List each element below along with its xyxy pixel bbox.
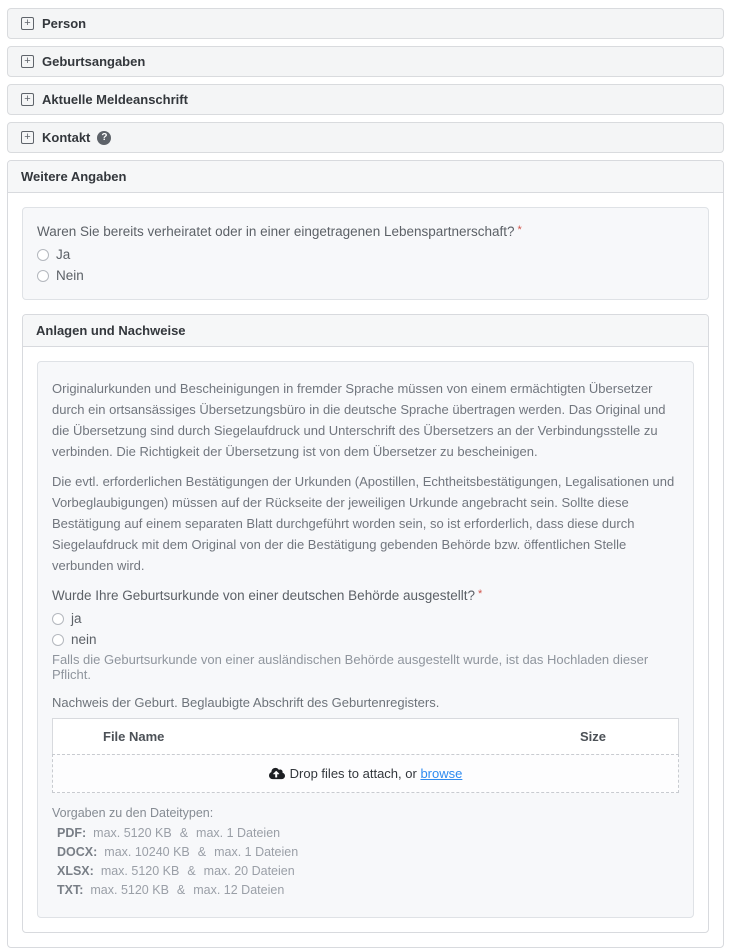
help-icon[interactable]: ? [97, 131, 111, 145]
certification-instructions-paragraph: Die evtl. erforderlichen Bestätigungen der Urkunden (Apostillen, Echtheitsbestätigungen, Legalisationen und Vorbeglaubigungen) müssen auf der Rückseite der jeweiligen Urkunde angebracht sein. Sollte diese Bestätigung auf einem separaten Blatt durchgeführt worden sein, so ist erforderlich, dass diese durch Siegelaufdruck mit dem Original von der die Bestätigung gebenden Behörde bzw. öffentlichen Stelle verbunden wird. [52, 474, 675, 573]
file-max-count: max. 12 Dateien [193, 883, 285, 897]
radio-icon[interactable] [37, 270, 49, 282]
accordion-title-kontakt: Kontakt [42, 130, 91, 145]
radio-label-ja: Ja [56, 247, 71, 262]
browse-link[interactable]: browse [420, 766, 463, 781]
plus-square-icon[interactable]: + [21, 17, 34, 30]
file-max-size: max. 5120 KB [100, 864, 180, 878]
marital-question-box [22, 207, 709, 300]
panel-anlagen-nachweise [22, 314, 709, 933]
file-dropzone[interactable] [52, 754, 679, 793]
ampersand-separator: & [176, 883, 186, 897]
birth-cert-question-label [52, 588, 679, 603]
required-marker: * [478, 588, 483, 600]
file-type-rules [52, 805, 679, 898]
file-table-header [52, 718, 679, 754]
radio-label-nein: Nein [56, 268, 84, 283]
radio-option-ja[interactable] [37, 247, 694, 262]
file-type-label: TXT: [57, 883, 84, 897]
radio-icon[interactable] [52, 634, 64, 646]
dropzone-text: Drop files to attach, or [289, 766, 417, 781]
foreign-certificate-hint: Falls die Geburtsurkunde von einer ausländischen Behörde ausgestellt wurde, ist das Hochladen dieser Pflicht. [52, 652, 649, 682]
file-type-label: PDF: [57, 826, 87, 840]
file-rule-docx [52, 844, 679, 860]
file-type-label: DOCX: [57, 845, 98, 859]
panel-weitere-angaben-header: Weitere Angaben [8, 161, 723, 193]
ampersand-separator: & [197, 845, 207, 859]
radio-option-nein[interactable] [37, 268, 694, 283]
plus-square-icon[interactable]: + [21, 131, 34, 144]
panel-anlagen-body [23, 347, 708, 932]
radio-icon[interactable] [37, 249, 49, 261]
plus-square-icon[interactable]: + [21, 55, 34, 68]
radio-label-ja: ja [71, 611, 82, 626]
accordion-title-person: Person [42, 16, 87, 31]
file-rule-pdf [52, 825, 679, 841]
radio-option-ja[interactable] [52, 611, 679, 626]
accordion-title-geburtsangaben: Geburtsangaben [42, 54, 146, 69]
question-text: Wurde Ihre Geburtsurkunde von einer deutschen Behörde ausgestellt? [52, 588, 476, 603]
ampersand-separator: & [187, 864, 196, 878]
panel-weitere-angaben [7, 160, 724, 948]
accordion-section-person[interactable] [7, 8, 724, 39]
plus-square-icon[interactable]: + [21, 93, 34, 106]
file-type-rules-title: Vorgaben zu den Dateitypen: [52, 806, 214, 820]
radio-icon[interactable] [52, 613, 64, 625]
ampersand-separator: & [179, 826, 189, 840]
required-marker: * [517, 224, 522, 236]
file-max-count: max. 1 Dateien [196, 826, 281, 840]
radio-label-nein: nein [71, 632, 97, 647]
size-column-header: Size [579, 729, 606, 744]
file-max-size: max. 5120 KB [90, 883, 169, 897]
radio-option-nein[interactable] [52, 632, 679, 647]
file-rule-txt [52, 882, 679, 898]
file-max-size: max. 10240 KB [104, 845, 190, 859]
marital-question-label [37, 224, 694, 239]
accordion-section-meldeanschrift[interactable] [7, 84, 724, 115]
panel-anlagen-header: Anlagen und Nachweise [23, 315, 708, 347]
file-max-count: max. 20 Dateien [203, 864, 295, 878]
birth-cert-question-block [52, 588, 679, 682]
file-max-count: max. 1 Dateien [214, 845, 299, 859]
question-text: Waren Sie bereits verheiratet oder in einer eingetragenen Lebenspartnerschaft? [37, 224, 515, 239]
translation-instructions-paragraph: Originalurkunden und Bescheinigungen in fremder Sprache müssen von einem ermächtigten Übersetzer durch ein ortsansässiges Übersetzungsbüro in die deutsche Sprache übertragen werden. Das Original und die Übersetzung sind durch Siegelaufdruck und Unterschrift des Übersetzers an der Verbindungsstelle zu verbinden. Die Richtigkeit der Übersetzung ist von dem Übersetzer zu bescheinigen. [52, 381, 666, 459]
cloud-upload-icon [269, 767, 285, 780]
file-type-label: XLSX: [57, 864, 94, 878]
accordion-section-geburtsangaben[interactable] [7, 46, 724, 77]
file-rule-xlsx [52, 863, 679, 879]
file-name-column-header: File Name [103, 729, 165, 744]
file-max-size: max. 5120 KB [93, 826, 172, 840]
upload-document-label: Nachweis der Geburt. Beglaubigte Abschrift des Geburtenregisters. [52, 695, 440, 710]
accordion-title-meldeanschrift: Aktuelle Meldeanschrift [42, 92, 188, 107]
anlagen-group-box [37, 361, 694, 918]
accordion-section-kontakt[interactable] [7, 122, 724, 153]
panel-weitere-angaben-body [8, 193, 723, 947]
